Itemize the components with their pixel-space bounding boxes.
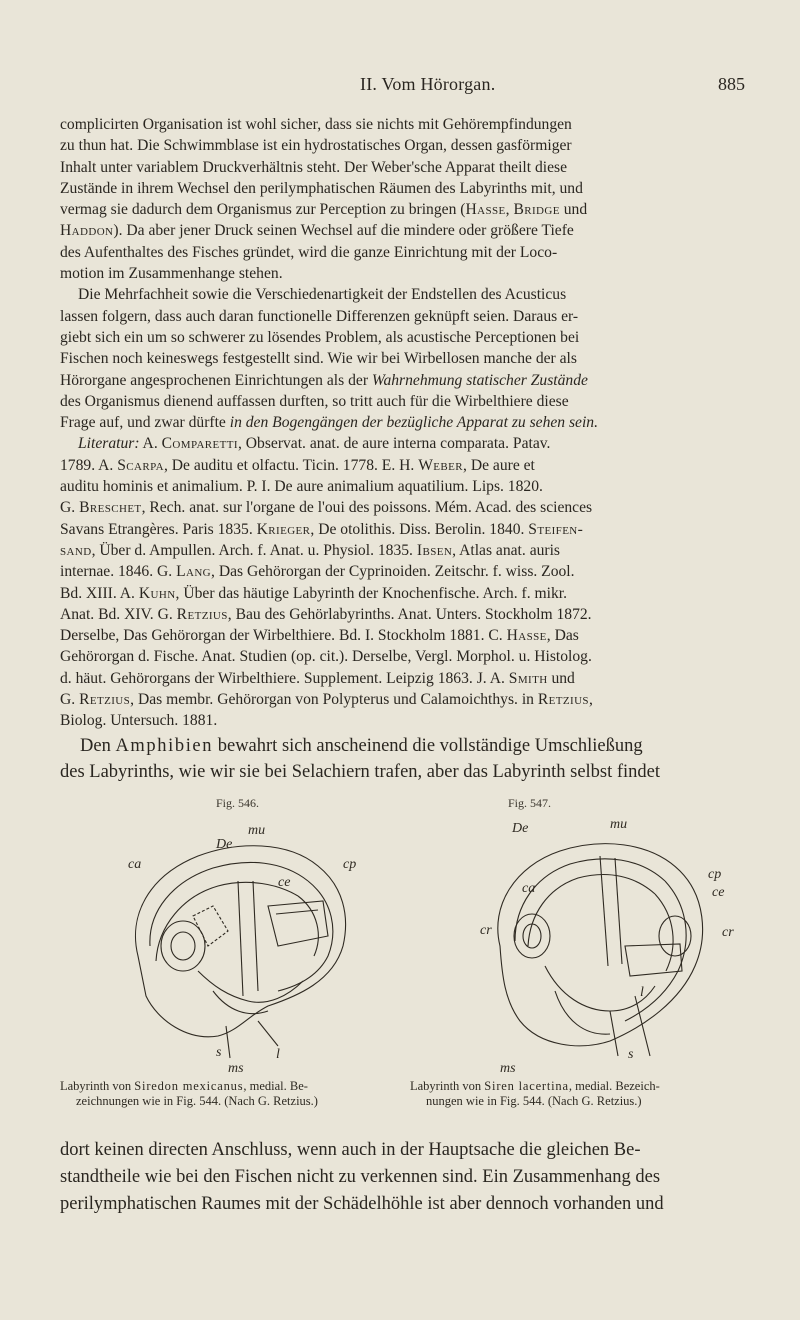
text-run: internae. 1846. G. bbox=[60, 563, 177, 581]
running-header bbox=[0, 74, 800, 98]
text-run: , medial. Be- bbox=[243, 1079, 308, 1093]
author-name: Retzius bbox=[537, 691, 589, 709]
author-name: Haddon bbox=[60, 222, 114, 240]
text-line: standtheile wie bei den Fischen nicht zu verkennen sind. Ein Zusammenhang des bbox=[60, 1167, 661, 1187]
canal-posterior bbox=[625, 881, 686, 1021]
sacculus bbox=[545, 966, 655, 1011]
label-s: s bbox=[216, 1045, 222, 1060]
figure-546-caption bbox=[60, 1079, 400, 1109]
text-run: d. häut. Gehörorgans der Wirbelthiere. Supplement. Leipzig 1863. J. A. bbox=[60, 669, 509, 687]
author-name: Hasse bbox=[465, 201, 506, 219]
text-line: giebt sich ein um so schwerer zu lösendes Problem, als acustische Perceptionen bei bbox=[60, 328, 580, 346]
text-line: Gehörorgan d. Fische. Anat. Studien (op. cit.). Derselbe, Vergl. Morphol. u. Histolog. bbox=[60, 648, 592, 666]
canal-posterior-inner bbox=[298, 896, 318, 956]
author-name: Kuhn bbox=[138, 584, 176, 602]
emphasis: in den Bogengängen der bezügliche Apparat zu sehen sein. bbox=[229, 414, 598, 432]
text-line bbox=[60, 433, 754, 454]
label-mu: mu bbox=[248, 823, 266, 838]
author-name: Bridge bbox=[513, 201, 560, 219]
text-run: , Das Gehörorgan der Cyprinoiden. Zeitschr. f. wiss. Zool. bbox=[211, 563, 575, 581]
caption-line bbox=[410, 1079, 755, 1094]
text-run: Den bbox=[80, 736, 116, 756]
label-l: l bbox=[640, 985, 644, 1000]
emphasis-spaced: Amphibien bbox=[115, 736, 214, 756]
text-line bbox=[60, 625, 754, 646]
canal-posterior-inner bbox=[655, 894, 673, 971]
text-line: Inhalt unter variablem Druckverhältnis steht. Der Weber'sche Apparat theilt diese bbox=[60, 158, 568, 176]
label-mu: mu bbox=[610, 817, 628, 832]
text-line: complicirten Organisation ist wohl sicher, dass sie nichts mit Gehörempfindungen bbox=[60, 116, 572, 133]
text-run: vermag sie dadurch dem Organismus zur Perception zu bringen ( bbox=[60, 201, 466, 219]
label-cp: cp bbox=[708, 867, 722, 882]
labyrinth-drawing-siren bbox=[460, 796, 750, 1076]
text-run: Labyrinth von bbox=[60, 1079, 135, 1093]
author-name: Weber bbox=[418, 456, 464, 474]
text-line: perilymphatischen Raumes mit der Schädelhöhle ist aber dennoch vorhanden und bbox=[60, 1194, 664, 1214]
figure-547 bbox=[460, 796, 750, 1076]
author-name: Retzius bbox=[176, 605, 228, 623]
canal-posterior bbox=[278, 881, 333, 991]
nerve-line bbox=[226, 1026, 230, 1058]
text-line: Zustände in ihrem Wechsel den perilymphatischen Räumen des Labyrinths mit, und bbox=[60, 179, 583, 197]
label-cr-right: cr bbox=[722, 925, 734, 940]
text-run: , Über das häutige Labyrinth der Knochenfische. Arch. f. mikr. bbox=[175, 584, 568, 602]
text-line bbox=[60, 561, 754, 582]
author-name: Steifen- bbox=[528, 520, 584, 538]
text-line bbox=[60, 733, 754, 759]
emphasis: Wahrnehmung statischer Zustände bbox=[371, 371, 588, 389]
text-run: , Bau des Gehörlabyrinths. Anat. Unters. Stockholm 1872. bbox=[227, 605, 592, 623]
label-De: De bbox=[512, 821, 529, 836]
author-name: Scarpa bbox=[117, 456, 164, 474]
text-run: A. bbox=[139, 435, 162, 453]
lagena bbox=[555, 991, 610, 1034]
text-run: Bd. XIII. A. bbox=[60, 584, 139, 602]
text-line: zu thun hat. Die Schwimmblase ist ein hydrostatisches Organ, dessen gasförmiger bbox=[60, 137, 572, 155]
canal-anterior bbox=[515, 859, 665, 941]
ampulla-anterior bbox=[161, 921, 205, 971]
lagena-line bbox=[258, 1021, 278, 1046]
author-name: Ibsen bbox=[416, 541, 453, 559]
author-name: Lang bbox=[176, 563, 212, 581]
text-run: Derselbe, Das Gehörorgan der Wirbelthiere. Bd. I. Stockholm 1881. C. bbox=[60, 627, 507, 645]
literature-label: Literatur: bbox=[78, 435, 140, 453]
author-name: Breschet bbox=[79, 499, 142, 517]
text-line bbox=[60, 668, 754, 689]
label-l: l bbox=[276, 1047, 280, 1062]
crus-commune-inner bbox=[615, 858, 622, 964]
crus-commune bbox=[600, 856, 608, 966]
text-run: , De auditu et olfactu. Ticin. 1778. E. H. bbox=[163, 456, 419, 474]
label-cp: cp bbox=[343, 857, 357, 872]
body-text bbox=[60, 114, 754, 732]
author-name: Retzius bbox=[79, 691, 131, 709]
caption-line: nungen wie in Fig. 544. (Nach G. Retzius.) bbox=[426, 1094, 642, 1108]
page-number: 885 bbox=[718, 74, 745, 94]
text-line: Biolog. Untersuch. 1881. bbox=[60, 712, 218, 730]
text-run: Savans Etrangères. Paris 1835. bbox=[60, 520, 257, 538]
text-line bbox=[60, 689, 754, 710]
label-ca: ca bbox=[128, 857, 142, 872]
text-run: , Das membr. Gehörorgan von Polypterus und Calamoichthys. in bbox=[130, 691, 538, 709]
caption-line: zeichnungen wie in Fig. 544. (Nach G. Retzius.) bbox=[76, 1094, 318, 1108]
text-line bbox=[60, 519, 754, 540]
label-cr-left: cr bbox=[480, 923, 492, 938]
text-line: des Labyrinths, wie wir sie bei Selachiern trafen, aber das Labyrinth selbst findet bbox=[60, 762, 661, 782]
utriculus bbox=[193, 906, 228, 946]
text-line: dort keinen directen Anschluss, wenn auch in der Hauptsache die gleichen Be- bbox=[60, 1140, 641, 1160]
text-run: Hörorgane angesprochenen Einrichtungen als der bbox=[60, 371, 372, 389]
sacculus bbox=[198, 971, 303, 1002]
crus-commune bbox=[238, 881, 243, 996]
paragraph-acusticus-cont bbox=[60, 306, 754, 434]
text-run: , Über d. Ampullen. Arch. f. Anat. u. Physiol. 1835. bbox=[91, 541, 417, 559]
paragraph-acusticus bbox=[60, 284, 754, 305]
text-run: , Observat. anat. de aure interna comparata. Patav. bbox=[237, 435, 551, 453]
text-run: , Das bbox=[546, 627, 579, 645]
text-line: motion im Zusammenhange stehen. bbox=[60, 265, 283, 283]
text-run: , Rech. anat. sur l'organe de l'oui des poissons. Mém. Acad. des sciences bbox=[141, 499, 593, 517]
text-run: Frage auf, und zwar dürfte bbox=[60, 414, 230, 432]
author-name: sand bbox=[60, 541, 92, 559]
text-line: auditu hominis et animalium. P. I. De aure animalium aquatilium. Lips. 1820. bbox=[60, 478, 543, 496]
label-ms: ms bbox=[500, 1061, 516, 1076]
text-line: Fischen noch keineswegs festgestellt sind. Wie wir bei Wirbellosen manche der als bbox=[60, 350, 577, 368]
ampulla-inner bbox=[523, 924, 541, 948]
chapter-title: II. Vom Hörorgan. bbox=[360, 74, 496, 94]
text-line: des Aufenthaltes des Fisches gründet, wird die ganze Einrichtung mit der Loco- bbox=[60, 243, 558, 261]
canal-externum bbox=[268, 901, 328, 946]
text-run: , bbox=[505, 201, 514, 219]
text-line bbox=[60, 370, 754, 391]
text-line bbox=[60, 604, 754, 625]
label-De: De bbox=[216, 837, 233, 852]
label-ce: ce bbox=[712, 885, 725, 900]
text-line bbox=[60, 540, 754, 561]
ampulla-anterior bbox=[514, 914, 550, 958]
text-run: Labyrinth von bbox=[410, 1079, 485, 1093]
text-run: G. bbox=[60, 691, 80, 709]
canal-anterior-inner bbox=[528, 875, 655, 946]
text-run: ). Da aber jener Druck seinen Wechsel auf die mindere oder größere Tiefe bbox=[113, 222, 574, 240]
paragraph-continuation bbox=[60, 1137, 754, 1218]
species-name: Siredon mexicanus bbox=[134, 1079, 244, 1093]
author-name: Comparetti bbox=[161, 435, 238, 453]
labyrinth-drawing-siredon bbox=[118, 796, 378, 1076]
text-run: Anat. Bd. XIV. G. bbox=[60, 605, 177, 623]
text-run: , De otolithis. Diss. Berolin. 1840. bbox=[310, 520, 529, 538]
text-run: bewahrt sich anscheinend die vollständige Umschließung bbox=[213, 736, 643, 756]
figure-547-caption bbox=[410, 1079, 755, 1109]
label-ms: ms bbox=[228, 1061, 244, 1076]
text-run: , bbox=[588, 691, 593, 709]
species-name: Siren lacertina bbox=[484, 1079, 569, 1093]
crus-commune-inner bbox=[253, 881, 258, 991]
text-line bbox=[60, 199, 754, 220]
figure-label: Fig. 546. bbox=[216, 796, 260, 810]
label-ce: ce bbox=[278, 875, 291, 890]
text-line bbox=[60, 583, 754, 604]
ampulla-inner bbox=[171, 932, 195, 960]
author-name: Smith bbox=[508, 669, 548, 687]
text-line bbox=[60, 220, 754, 241]
text-line bbox=[60, 412, 754, 433]
label-s: s bbox=[628, 1047, 634, 1062]
label-ca: ca bbox=[522, 881, 536, 896]
author-name: Krieger bbox=[256, 520, 311, 538]
literature-list bbox=[60, 433, 754, 731]
text-run: und bbox=[559, 201, 588, 219]
text-line bbox=[60, 455, 754, 476]
caption-line bbox=[60, 1079, 400, 1094]
text-run: G. bbox=[60, 499, 80, 517]
text-line: lassen folgern, dass auch daran functionelle Differenzen geknüpft seien. Daraus er- bbox=[60, 307, 579, 325]
lagena-line bbox=[635, 996, 650, 1056]
nerve-line bbox=[610, 1011, 618, 1056]
author-name: Hasse bbox=[506, 627, 547, 645]
text-run: , Atlas anat. auris bbox=[452, 541, 561, 559]
text-run: und bbox=[547, 669, 575, 687]
figure-546 bbox=[118, 796, 378, 1076]
paragraph-schwimmblase bbox=[60, 114, 754, 284]
figure-label: Fig. 547. bbox=[508, 796, 552, 810]
text-line: Die Mehrfachheit sowie die Verschiedenartigkeit der Endstellen des Acusticus bbox=[78, 286, 567, 304]
paragraph-amphibien bbox=[60, 733, 754, 785]
text-run: 1789. A. bbox=[60, 456, 118, 474]
text-run: , medial. Bezeich- bbox=[568, 1079, 660, 1093]
canal-externum bbox=[625, 944, 682, 976]
text-run: , De aure et bbox=[463, 456, 535, 474]
text-line bbox=[60, 497, 754, 518]
text-line: des Organismus dienend auffassen durften, so tritt auch für die Wirbelthiere diese bbox=[60, 392, 569, 410]
